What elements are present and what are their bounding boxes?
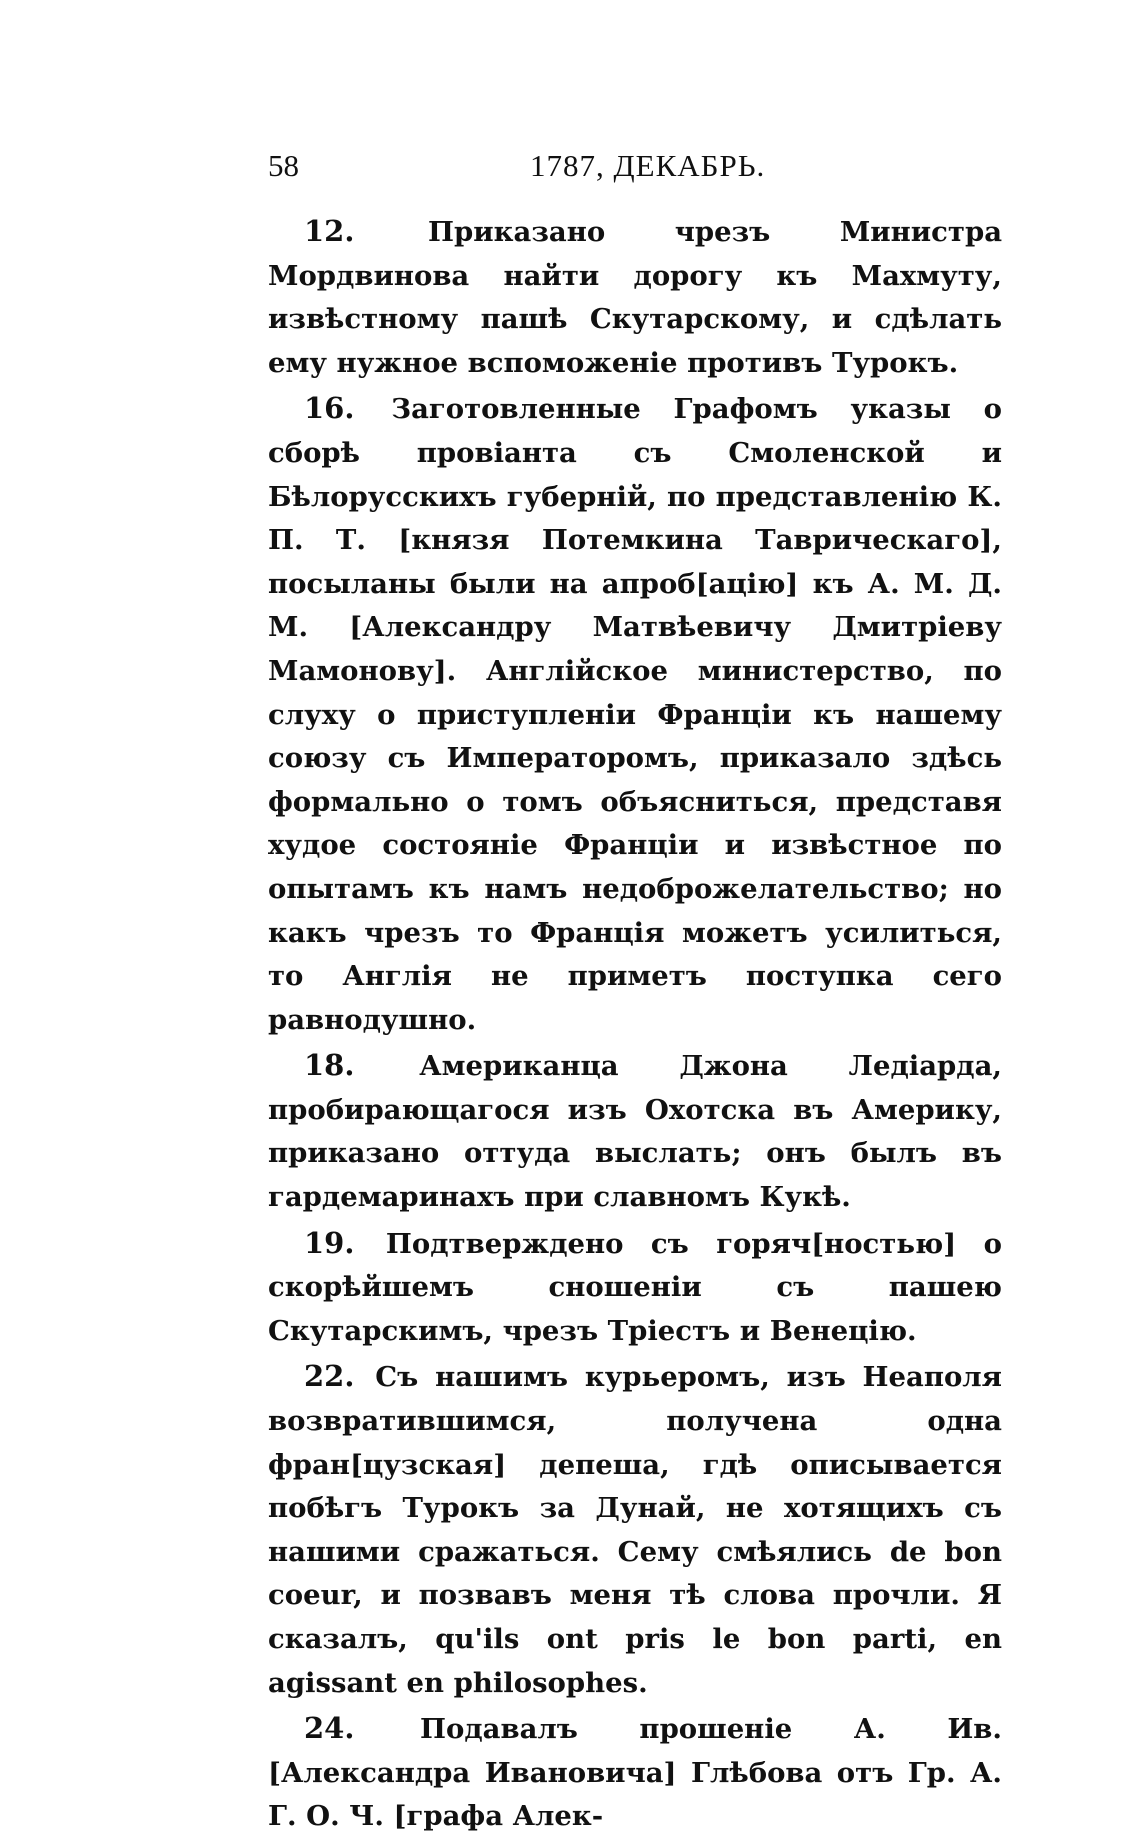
- entry-text: Американца Джона Ледіарда, пробирающагося изъ Охотска въ Америку, приказано оттуда выслать; онъ былъ въ гардемаринахъ при славномъ Кукѣ.: [268, 1050, 1002, 1214]
- entry-number: 22.: [304, 1359, 355, 1394]
- entry-number: 16.: [304, 391, 355, 426]
- entry-text: Приказано чрезъ Министра Мордвинова найти дорогу къ Махмуту, извѣстному пашѣ Скутарскому, и сдѣлать ему нужное вспоможеніе противъ Турокъ.: [268, 216, 1003, 379]
- entry-number: 18.: [304, 1048, 355, 1083]
- diary-entry: [268, 1355, 1002, 1705]
- entry-text: Подавалъ прошеніе А. Ив. [Александра Ивановича] Глѣбова отъ Гр. А. Г. О. Ч. [графа Алек-: [268, 1713, 1002, 1833]
- running-title: 1787, ДЕКАБРЬ.: [530, 148, 766, 183]
- diary-entry: [268, 387, 1002, 1042]
- entry-number: 19.: [304, 1225, 355, 1260]
- entry-text: Съ нашимъ курьеромъ, изъ Неаполя возвратившимся, получена одна фран[цузская] депеша, гдѣ описывается побѣгъ Турокъ за Дунай, не хотящихъ съ нашими сражаться. Сему смѣялись de bon coeur, и позвавъ меня тѣ слова прочли. Я сказалъ, qu'ils ont pris le bon parti, en agissant en philosophes.: [268, 1361, 1003, 1699]
- entry-number: 12.: [304, 214, 355, 248]
- diary-entry: [268, 1044, 1002, 1219]
- diary-entry: [268, 1707, 1002, 1839]
- entry-number: 24.: [304, 1711, 355, 1746]
- entry-text: Подтверждено съ горяч[ностью] о скорѣйшемъ сношеніи съ пашею Скутарскимъ, чрезъ Тріестъ и Венецію.: [268, 1227, 1002, 1347]
- book-page: [268, 148, 1002, 1839]
- page-number: 58: [268, 148, 299, 183]
- diary-entry: [268, 1222, 1002, 1354]
- entry-text: Заготовленные Графомъ указы о сборѣ провіанта съ Смоленской и Бѣлорусскихъ губерній, по представленію К. П. Т. [князя Потемкина Таврическаго], посыланы были на апроб[ацію] къ А. М. Д. М. [Александру Матвѣевичу Дмитріеву Мамонову]. Англійское министерство, по слуху о приступленіи Франціи къ нашему союзу съ Императоромъ, приказало здѣсь формально о томъ объясниться, представя худое состояніе Франціи и извѣстное по опытамъ къ намъ недоброжелательство; но какъ чрезъ то Франція можетъ усилиться, то Англія не приметъ поступка сего равнодушно.: [268, 393, 1002, 1036]
- diary-entry: [268, 210, 1002, 385]
- diary-body: [268, 210, 1002, 1839]
- running-head: [268, 148, 1002, 192]
